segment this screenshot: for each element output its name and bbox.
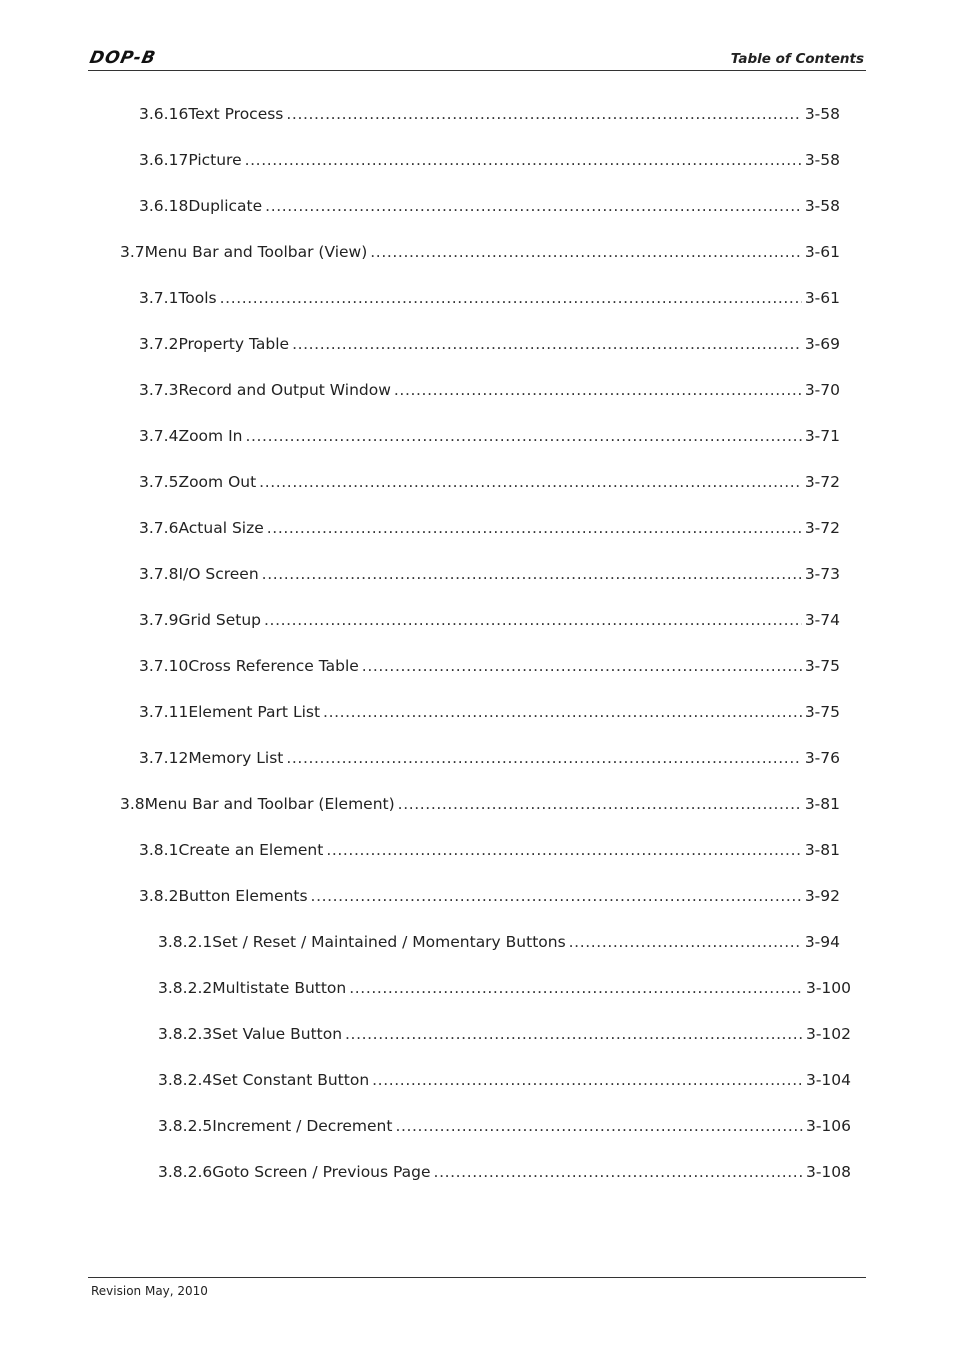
toc-leader (262, 563, 802, 585)
toc-leader (267, 517, 802, 539)
toc-leader (245, 425, 801, 447)
toc-entry[interactable] (158, 977, 851, 999)
toc-leader (569, 931, 802, 953)
toc-title: Duplicate (188, 197, 263, 215)
toc-page: 3-72 (804, 519, 840, 537)
toc-entry[interactable] (139, 655, 840, 677)
toc-title: Zoom In (178, 427, 243, 445)
toc-entry[interactable] (139, 425, 840, 447)
toc-title: Tools (178, 289, 217, 307)
toc-title: Goto Screen / Previous Page (212, 1163, 431, 1181)
toc-page: 3-72 (804, 473, 840, 491)
toc-number: 3.8.2.1 (158, 933, 213, 951)
toc-page: 3-81 (804, 795, 840, 813)
toc-title: Zoom Out (178, 473, 257, 491)
toc-page: 3-100 (805, 979, 851, 997)
toc-title: Menu Bar and Toolbar (View) (144, 243, 368, 261)
toc-page: 3-58 (804, 151, 840, 169)
toc-leader (323, 701, 802, 723)
toc-title: Create an Element (178, 841, 324, 859)
brand-logo: DOP-B (87, 48, 158, 68)
toc-title: Cross Reference Table (188, 657, 359, 675)
toc-entry[interactable] (158, 931, 840, 953)
toc-leader (265, 195, 802, 217)
toc-leader (286, 103, 801, 125)
toc-entry[interactable] (139, 563, 840, 585)
toc-entry[interactable] (139, 839, 840, 861)
toc-page: 3-81 (804, 841, 840, 859)
toc-leader (349, 977, 803, 999)
toc-page: 3-58 (804, 197, 840, 215)
toc-number: 3.7.1 (139, 289, 179, 307)
toc-entry[interactable] (139, 195, 840, 217)
toc-title: I/O Screen (178, 565, 259, 583)
toc-title: Memory List (188, 749, 284, 767)
toc-leader (259, 471, 802, 493)
toc-title: Actual Size (178, 519, 264, 537)
toc-number: 3.7.11 (139, 703, 189, 721)
toc-number: 3.8.2.3 (158, 1025, 213, 1043)
revision-text: Revision May, 2010 (91, 1284, 208, 1298)
toc-number: 3.8.2.4 (158, 1071, 213, 1089)
toc-leader (326, 839, 802, 861)
toc-page: 3-76 (804, 749, 840, 767)
toc-page: 3-106 (805, 1117, 851, 1135)
toc-title: Menu Bar and Toolbar (Element) (144, 795, 395, 813)
toc-number: 3.7.10 (139, 657, 189, 675)
toc-entry[interactable] (120, 793, 840, 815)
toc-entry[interactable] (139, 517, 840, 539)
toc-leader (245, 149, 802, 171)
toc-page: 3-70 (804, 381, 840, 399)
toc-number: 3.8.2.5 (158, 1117, 213, 1135)
toc-title: Increment / Decrement (212, 1117, 393, 1135)
toc-number: 3.6.16 (139, 105, 189, 123)
toc-page: 3-61 (804, 289, 840, 307)
toc-title: Multistate Button (212, 979, 347, 997)
toc-page: 3-61 (804, 243, 840, 261)
toc-page: 3-75 (804, 703, 840, 721)
toc-number: 3.6.17 (139, 151, 189, 169)
toc-number: 3.7.8 (139, 565, 179, 583)
toc-number: 3.8.1 (139, 841, 179, 859)
toc-number: 3.8.2.2 (158, 979, 213, 997)
toc-page: 3-104 (805, 1071, 851, 1089)
toc-title: Set Value Button (212, 1025, 343, 1043)
toc-leader (292, 333, 802, 355)
toc-page: 3-74 (804, 611, 840, 629)
toc-entry[interactable] (158, 1115, 851, 1137)
toc-number: 3.7.9 (139, 611, 179, 629)
toc-leader (398, 793, 802, 815)
toc-entry[interactable] (139, 609, 840, 631)
toc-entry[interactable] (139, 287, 840, 309)
toc-page: 3-58 (804, 105, 840, 123)
toc-entry[interactable] (158, 1023, 851, 1045)
toc-entry[interactable] (139, 701, 840, 723)
toc-leader (372, 1069, 803, 1091)
toc-leader (286, 747, 801, 769)
toc-entry[interactable] (139, 103, 840, 125)
toc-number: 3.8 (120, 795, 145, 813)
toc-leader (311, 885, 802, 907)
toc-page: 3-102 (805, 1025, 851, 1043)
toc-number: 3.8.2.6 (158, 1163, 213, 1181)
toc-title: Record and Output Window (178, 381, 391, 399)
toc-leader (220, 287, 802, 309)
toc-page: 3-75 (804, 657, 840, 675)
toc-page: 3-92 (804, 887, 840, 905)
toc-entry[interactable] (139, 149, 840, 171)
toc-title: Element Part List (188, 703, 321, 721)
toc-leader (434, 1161, 803, 1183)
page-footer (88, 1277, 866, 1298)
page-header (88, 46, 866, 71)
toc-number: 3.7.2 (139, 335, 179, 353)
toc-entry[interactable] (139, 747, 840, 769)
toc-entry[interactable] (139, 471, 840, 493)
toc-leader (264, 609, 802, 631)
toc-title: Text Process (188, 105, 284, 123)
toc-leader (370, 241, 802, 263)
toc-entry[interactable] (139, 885, 840, 907)
toc-number: 3.6.18 (139, 197, 189, 215)
toc-page: 3-69 (804, 335, 840, 353)
toc-leader (394, 379, 802, 401)
toc-title: Property Table (178, 335, 290, 353)
toc-leader (362, 655, 802, 677)
toc-page: 3-73 (804, 565, 840, 583)
toc-number: 3.7.12 (139, 749, 189, 767)
toc-entry[interactable] (120, 241, 840, 263)
toc-number: 3.8.2 (139, 887, 179, 905)
toc-number: 3.7.6 (139, 519, 179, 537)
toc-number: 3.7.3 (139, 381, 179, 399)
toc-page: 3-94 (804, 933, 840, 951)
toc-leader (395, 1115, 803, 1137)
toc-number: 3.7.5 (139, 473, 179, 491)
toc-page: 3-108 (805, 1163, 851, 1181)
toc-number: 3.7.4 (139, 427, 179, 445)
toc-entry[interactable] (158, 1069, 851, 1091)
toc-title: Button Elements (178, 887, 308, 905)
toc-title: Set Constant Button (212, 1071, 370, 1089)
toc-leader (345, 1023, 803, 1045)
header-title: Table of Contents (730, 51, 864, 67)
toc-entry[interactable] (158, 1161, 851, 1183)
toc-entry[interactable] (139, 379, 840, 401)
toc-title: Grid Setup (178, 611, 262, 629)
toc-entry[interactable] (139, 333, 840, 355)
toc-page: 3-71 (804, 427, 840, 445)
toc-number: 3.7 (120, 243, 145, 261)
toc-title: Picture (188, 151, 242, 169)
toc-title: Set / Reset / Maintained / Momentary Buttons (212, 933, 566, 951)
